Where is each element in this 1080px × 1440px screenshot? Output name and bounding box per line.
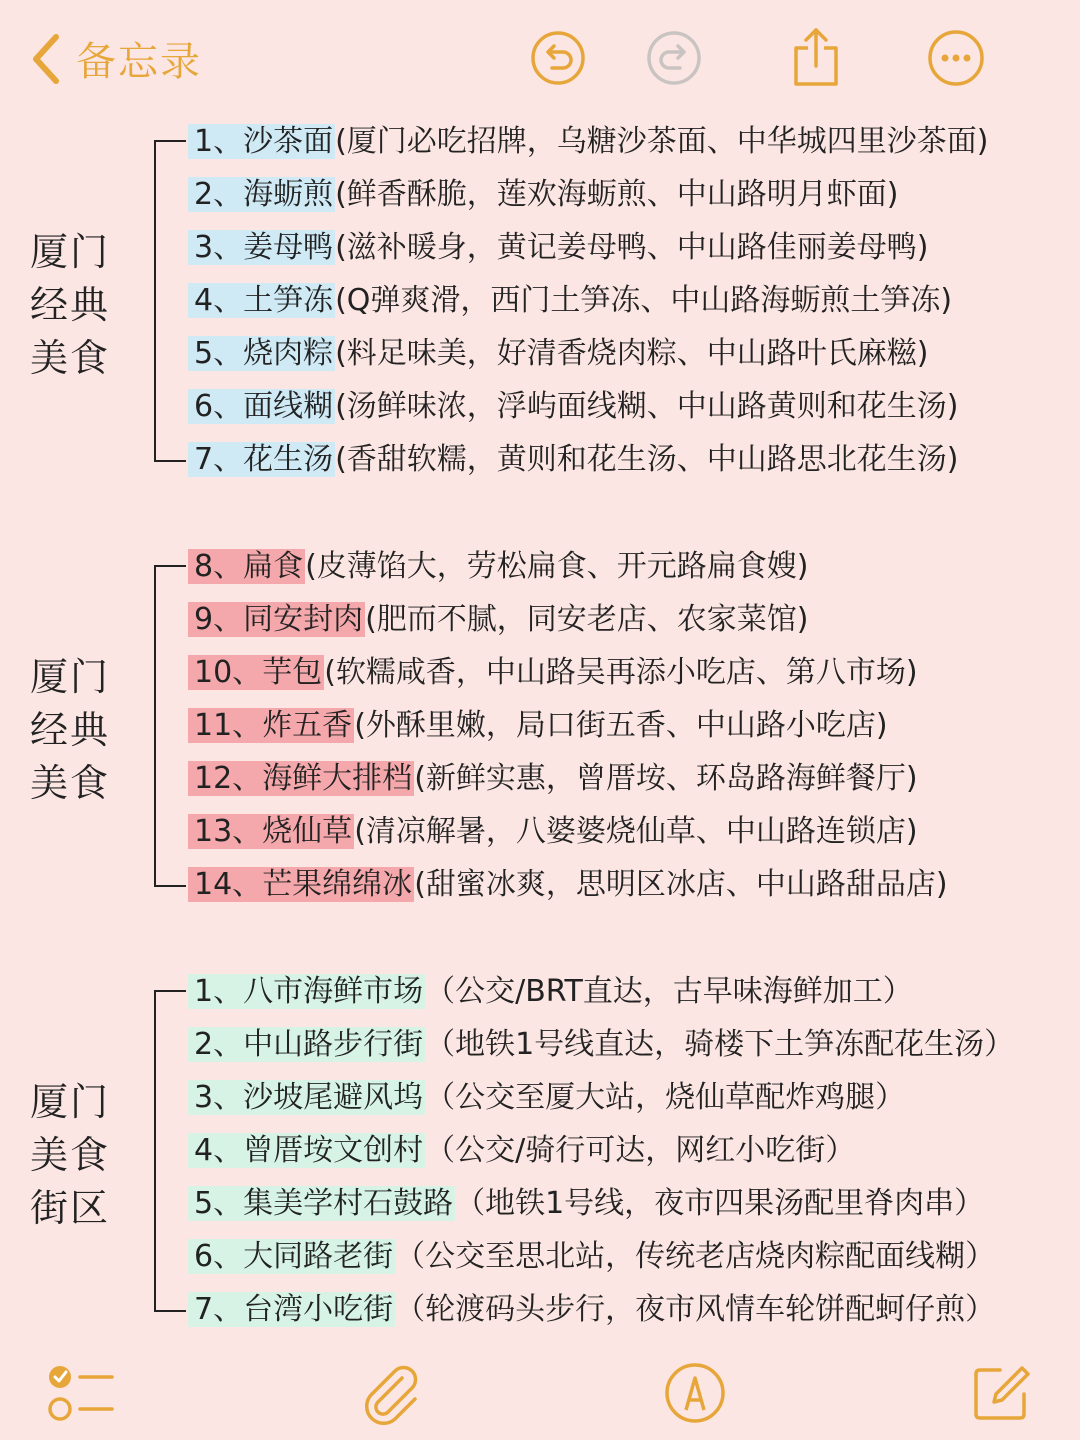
compose-button[interactable] xyxy=(966,1358,1036,1428)
undo-button[interactable] xyxy=(528,28,588,88)
list-item xyxy=(188,1076,905,1120)
item-name: 海蛎煎 xyxy=(243,177,334,212)
item-number: 6、 xyxy=(194,389,244,424)
item-desc: （公交/骑行可达，网红小吃街） xyxy=(425,1133,856,1168)
item-number: 6、 xyxy=(194,1239,244,1274)
list-item xyxy=(188,226,929,270)
section-label xyxy=(30,226,114,385)
item-desc: （地铁1号线直达，骑楼下土笋冻配花生汤） xyxy=(425,1027,1015,1062)
item-number: 7、 xyxy=(194,442,244,477)
back-label: 备忘录 xyxy=(76,39,202,85)
bracket xyxy=(154,140,186,462)
list-item xyxy=(188,545,809,589)
paperclip-icon xyxy=(358,1360,424,1426)
item-desc: （公交至思北站，传统老店烧肉粽配面线糊） xyxy=(395,1239,996,1274)
label-line: 厦门 xyxy=(30,1080,111,1124)
share-button[interactable] xyxy=(786,28,846,88)
chevron-left-icon xyxy=(28,31,62,87)
item-number: 9、 xyxy=(194,602,244,637)
list-item xyxy=(188,704,888,748)
checklist-button[interactable] xyxy=(46,1358,116,1428)
item-desc: (甜蜜冰爽，思明区冰店、中山路甜品店) xyxy=(414,867,948,902)
item-name: 烧肉粽 xyxy=(243,336,334,371)
item-name: 炸五香 xyxy=(262,708,353,743)
checklist-icon xyxy=(46,1361,116,1425)
item-desc: (Q弹爽滑，西门土笋冻、中山路海蛎煎土笋冻) xyxy=(335,283,953,318)
item-number: 7、 xyxy=(194,1292,244,1327)
list-item xyxy=(188,757,918,801)
item-number: 2、 xyxy=(194,177,244,212)
item-desc: (鲜香酥脆，莲欢海蛎煎、中山路明月虾面) xyxy=(335,177,899,212)
list-item xyxy=(188,598,809,642)
label-line: 美食 xyxy=(30,336,111,380)
more-icon xyxy=(927,29,985,87)
list-item xyxy=(188,279,952,323)
back-button[interactable] xyxy=(28,30,202,87)
item-desc: (皮薄馅大，劳松扁食、开元路扁食嫂) xyxy=(305,549,809,584)
item-name: 大同路老街 xyxy=(243,1239,394,1274)
label-line: 美食 xyxy=(30,1133,111,1177)
list-item xyxy=(188,970,913,1014)
item-number: 12、 xyxy=(194,761,263,796)
item-name: 姜母鸭 xyxy=(243,230,334,265)
list-item xyxy=(188,332,929,376)
item-name: 芋包 xyxy=(262,655,323,690)
item-desc: (厦门必吃招牌，乌糖沙茶面、中华城四里沙茶面) xyxy=(335,124,989,159)
section-label xyxy=(30,1076,114,1235)
item-desc: (汤鲜味浓，浮屿面线糊、中山路黄则和花生汤) xyxy=(335,389,959,424)
item-name: 沙坡尾避风坞 xyxy=(243,1080,424,1115)
redo-icon xyxy=(646,30,702,86)
share-icon xyxy=(788,26,844,90)
item-name: 扁食 xyxy=(243,549,304,584)
item-desc: （地铁1号线，夜市四果汤配里脊肉串） xyxy=(455,1186,985,1221)
item-number: 5、 xyxy=(194,1186,244,1221)
bracket xyxy=(154,565,186,887)
item-number: 4、 xyxy=(194,1133,244,1168)
item-name: 中山路步行街 xyxy=(243,1027,424,1062)
item-number: 1、 xyxy=(194,974,244,1009)
label-line: 厦门 xyxy=(30,230,111,274)
list-item xyxy=(188,651,918,695)
markup-button[interactable] xyxy=(660,1358,730,1428)
list-item xyxy=(188,120,989,164)
item-number: 3、 xyxy=(194,230,244,265)
list-item xyxy=(188,1129,855,1173)
bracket xyxy=(154,990,186,1312)
item-number: 4、 xyxy=(194,283,244,318)
item-desc: (新鲜实惠，曾厝垵、环岛路海鲜餐厅) xyxy=(414,761,918,796)
more-button[interactable] xyxy=(926,28,986,88)
item-name: 曾厝垵文创村 xyxy=(243,1133,424,1168)
list-item xyxy=(188,1235,995,1279)
undo-icon xyxy=(530,30,586,86)
list-item xyxy=(188,438,959,482)
item-number: 13、 xyxy=(194,814,263,849)
compose-icon xyxy=(970,1362,1032,1424)
label-line: 厦门 xyxy=(30,655,111,699)
item-number: 2、 xyxy=(194,1027,244,1062)
bottom-toolbar xyxy=(0,1350,1080,1440)
toolbar xyxy=(0,0,1080,118)
item-number: 5、 xyxy=(194,336,244,371)
item-number: 10、 xyxy=(194,655,263,690)
item-number: 14、 xyxy=(194,867,263,902)
item-desc: （公交/BRT直达，古早味海鲜加工） xyxy=(425,974,913,1009)
item-desc: (香甜软糯，黄则和花生汤、中山路思北花生汤) xyxy=(335,442,959,477)
list-item xyxy=(188,385,959,429)
item-name: 花生汤 xyxy=(243,442,334,477)
item-number: 8、 xyxy=(194,549,244,584)
list-item xyxy=(188,173,899,217)
label-line: 美食 xyxy=(30,761,111,805)
list-item xyxy=(188,1023,1014,1067)
section-label xyxy=(30,651,114,810)
redo-button[interactable] xyxy=(644,28,704,88)
list-item xyxy=(188,863,948,907)
list-item xyxy=(188,1182,984,1226)
item-name: 海鲜大排档 xyxy=(262,761,413,796)
list-item xyxy=(188,1288,995,1332)
label-line: 经典 xyxy=(30,708,111,752)
label-line: 街区 xyxy=(30,1186,111,1230)
item-number: 11、 xyxy=(194,708,263,743)
item-desc: (肥而不腻，同安老店、农家菜馆) xyxy=(365,602,809,637)
item-name: 同安封肉 xyxy=(243,602,364,637)
item-name: 芒果绵绵冰 xyxy=(262,867,413,902)
item-number: 3、 xyxy=(194,1080,244,1115)
item-desc: （轮渡码头步行，夜市风情车轮饼配蚵仔煎） xyxy=(395,1292,996,1327)
item-desc: (外酥里嫩，局口街五香、中山路小吃店) xyxy=(354,708,888,743)
markup-pen-icon xyxy=(664,1362,726,1424)
item-desc: (软糯咸香，中山路吴再添小吃店、第八市场) xyxy=(324,655,918,690)
item-name: 面线糊 xyxy=(243,389,334,424)
list-item xyxy=(188,810,918,854)
item-name: 烧仙草 xyxy=(262,814,353,849)
item-name: 台湾小吃街 xyxy=(243,1292,394,1327)
item-number: 1、 xyxy=(194,124,244,159)
item-name: 土笋冻 xyxy=(243,283,334,318)
item-desc: (料足味美，好清香烧肉粽、中山路叶氏麻糍) xyxy=(335,336,929,371)
attach-button[interactable] xyxy=(356,1358,426,1428)
item-name: 八市海鲜市场 xyxy=(243,974,424,1009)
label-line: 经典 xyxy=(30,283,111,327)
item-desc: (滋补暖身，黄记姜母鸭、中山路佳丽姜母鸭) xyxy=(335,230,929,265)
item-desc: (清凉解暑，八婆婆烧仙草、中山路连锁店) xyxy=(354,814,918,849)
item-desc: （公交至厦大站，烧仙草配炸鸡腿） xyxy=(425,1080,906,1115)
item-name: 集美学村石鼓路 xyxy=(243,1186,454,1221)
item-name: 沙茶面 xyxy=(243,124,334,159)
